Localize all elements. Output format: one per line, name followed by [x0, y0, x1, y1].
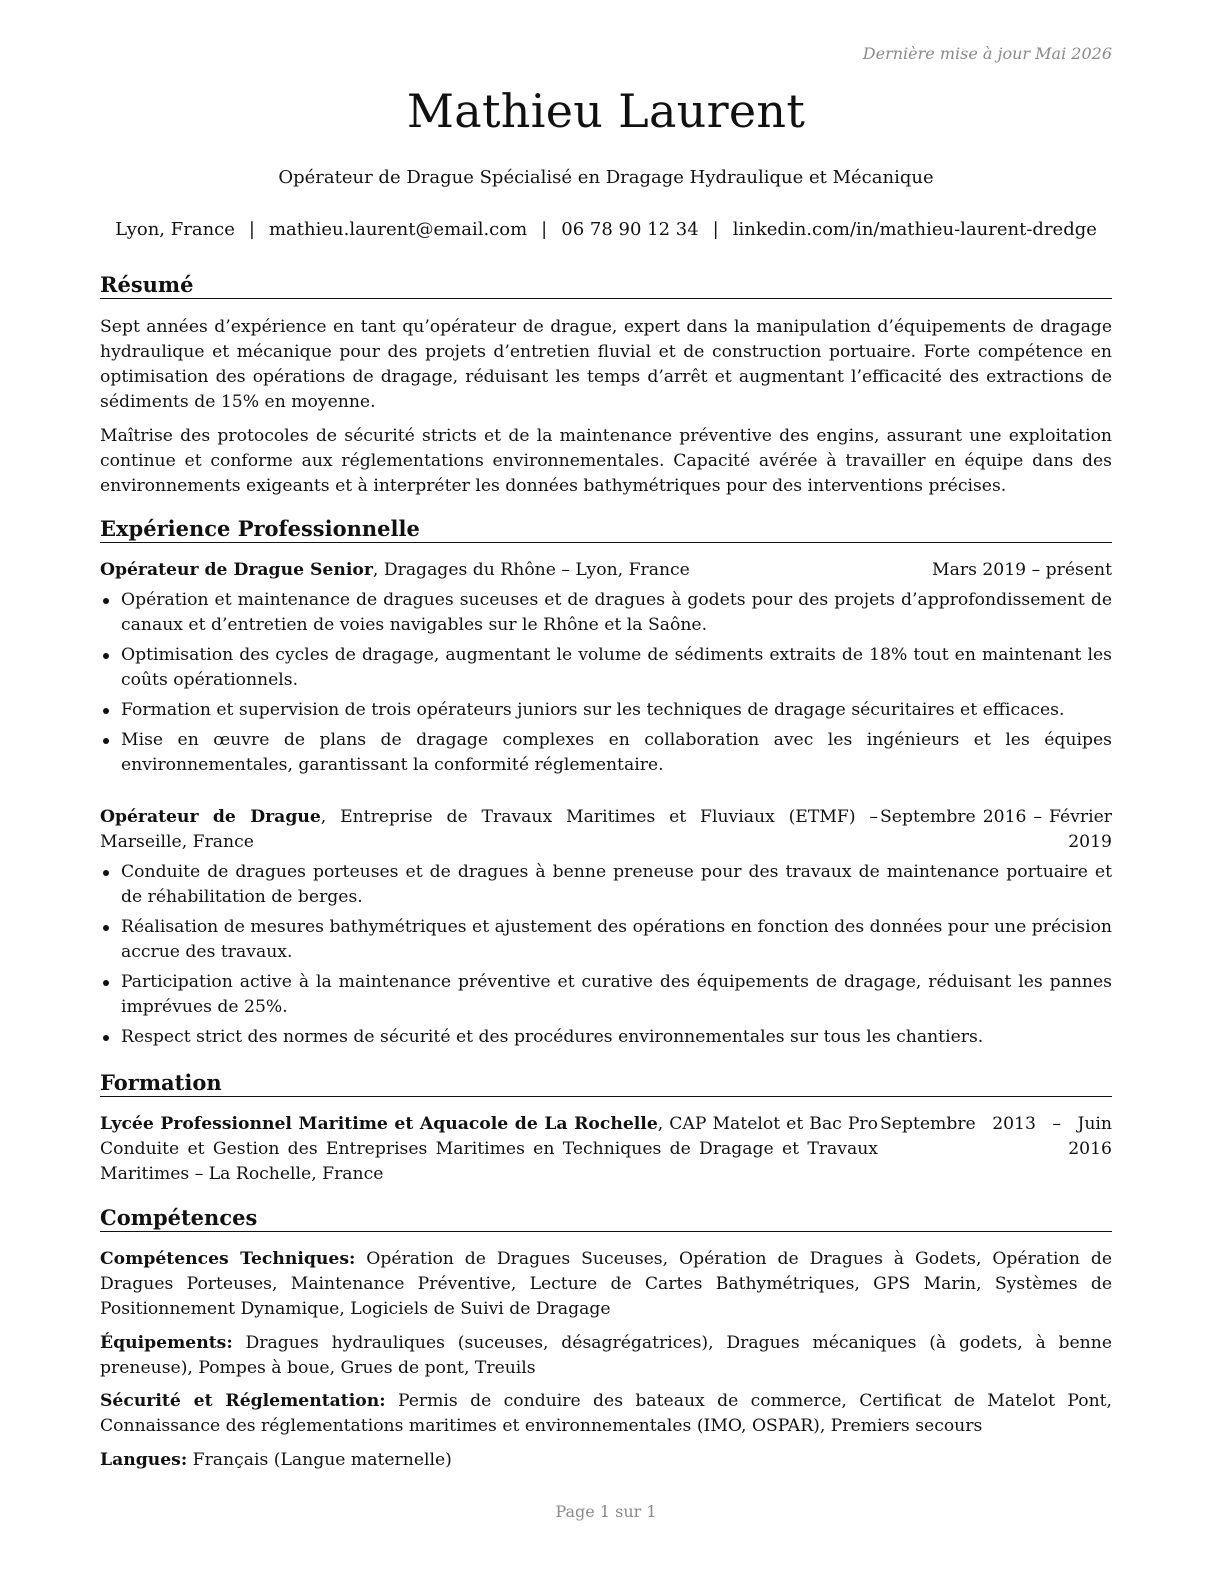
list-item: Réalisation de mesures bathymétriques et ajustement des opérations en fonction des données pour une précision accrue des travaux. — [100, 915, 1112, 965]
job-bullets — [100, 588, 1112, 783]
list-item: Conduite de dragues porteuses et de dragues à benne preneuse pour des travaux de maintenance portuaire et de réhabilitation de berges. — [100, 860, 1112, 910]
skill-label: Sécurité et Réglementation: — [100, 1391, 386, 1411]
job-dates: Septembre 2016 – Février 2019 — [880, 807, 1112, 852]
section-heading-experience: Expérience Professionnelle — [100, 515, 1112, 543]
job-company: , Dragages du Rhône – Lyon, France — [372, 560, 690, 580]
contact-separator: | — [541, 219, 548, 240]
list-item: Opération et maintenance de dragues suceuses et de dragues à godets pour des projets d’approfondissement de canaux et d’entretien de voies navigables sur le Rhône et la Saône. — [100, 588, 1112, 638]
skill-group — [100, 1247, 1112, 1322]
job-role: Opérateur de Drague — [100, 807, 321, 827]
education-school: Lycée Professionnel Maritime et Aquacole de La Rochelle — [100, 1114, 658, 1134]
job-header — [100, 558, 1112, 583]
education-dates: Septembre 2013 – Juin 2016 — [880, 1114, 1112, 1159]
resume-page — [100, 0, 1112, 1584]
skill-text: Dragues hydrauliques (suceuses, désagrégatrices), Dragues mécaniques (à godets, à benne preneuse), Pompes à boue, Grues de pont, Treuils — [100, 1333, 1112, 1378]
job-company: , Entreprise de Travaux Maritimes et Fluviaux (ETMF) – Marseille, France — [100, 807, 878, 852]
job-bullets — [100, 860, 1112, 1055]
contact-linkedin[interactable]: linkedin.com/in/mathieu-laurent-dredge — [732, 219, 1097, 240]
list-item: Formation et supervision de trois opérateurs juniors sur les techniques de dragage sécuritaires et efficaces. — [100, 698, 1112, 723]
candidate-title: Opérateur de Drague Spécialisé en Dragage Hydraulique et Mécanique — [278, 167, 934, 188]
skill-label: Équipements: — [100, 1333, 233, 1353]
page-number: Page 1 sur 1 — [555, 1502, 657, 1521]
list-item: Mise en œuvre de plans de dragage complexes en collaboration avec les ingénieurs et les équipes environnementales, garantissant la conformité réglementaire. — [100, 728, 1112, 778]
list-item: Respect strict des normes de sécurité et des procédures environnementales sur tous les chantiers. — [100, 1025, 1112, 1050]
contact-location: Lyon, France — [115, 219, 235, 240]
skill-label: Langues: — [100, 1450, 188, 1470]
skill-text: Français (Langue maternelle) — [187, 1450, 452, 1470]
list-item: Optimisation des cycles de dragage, augmentant le volume de sédiments extraits de 18% tout en maintenant les coûts opérationnels. — [100, 643, 1112, 693]
list-item: Participation active à la maintenance préventive et curative des équipements de dragage, réduisant les pannes imprévues de 25%. — [100, 970, 1112, 1020]
contact-email[interactable]: mathieu.laurent@email.com — [268, 219, 528, 240]
summary-paragraph: Sept années d’expérience en tant qu’opérateur de drague, expert dans la manipulation d’équipements de dragage hydraulique et mécanique pour des projets d’entretien fluvial et de construction portuaire. Forte compétence en optimisation des opérations de dragage, réduisant les temps d’arrêt et augmentant l’efficacité des extractions de sédiments de 15% en moyenne. — [100, 317, 1112, 412]
skill-label: Compétences Techniques: — [100, 1249, 356, 1269]
skill-group — [100, 1448, 1112, 1473]
summary-paragraph: Maîtrise des protocoles de sécurité stricts et de la maintenance préventive des engins, assurant une exploitation continue et conforme aux réglementations environnementales. Capacité avérée à travailler en équipe dans des environnements exigeants et à interpréter les données bathymétriques pour des interventions précises. — [100, 426, 1112, 496]
contact-line — [100, 219, 1112, 240]
candidate-name: Mathieu Laurent — [406, 84, 806, 138]
education-degree: , CAP Matelot et Bac Pro Conduite et Gestion des Entreprises Maritimes en Techniques de Dragage et Travaux Maritimes – La Rochelle, France — [100, 1114, 878, 1184]
skill-text: Opération de Dragues Suceuses, Opération de Dragues à Godets, Opération de Dragues Porteuses, Maintenance Préventive, Lecture de Cartes Bathymétriques, GPS Marin, Systèmes de Positionnement Dynamique, Logiciels de Suivi de Dragage — [100, 1249, 1112, 1319]
skill-group — [100, 1389, 1112, 1439]
skill-group — [100, 1331, 1112, 1381]
contact-phone: 06 78 90 12 34 — [561, 219, 699, 240]
section-heading-summary: Résumé — [100, 271, 1112, 299]
section-heading-skills: Compétences — [100, 1204, 1112, 1232]
job-dates: Mars 2019 – présent — [932, 560, 1112, 580]
job-role: Opérateur de Drague Senior — [100, 560, 373, 580]
contact-separator: | — [712, 219, 719, 240]
last-updated: Dernière mise à jour Mai 2026 — [862, 44, 1112, 63]
contact-separator: | — [248, 219, 255, 240]
skill-text: Permis de conduire des bateaux de commerce, Certificat de Matelot Pont, Connaissance des réglementations maritimes et environnementales (IMO, OSPAR), Premiers secours — [100, 1391, 1113, 1436]
section-heading-education: Formation — [100, 1069, 1112, 1097]
